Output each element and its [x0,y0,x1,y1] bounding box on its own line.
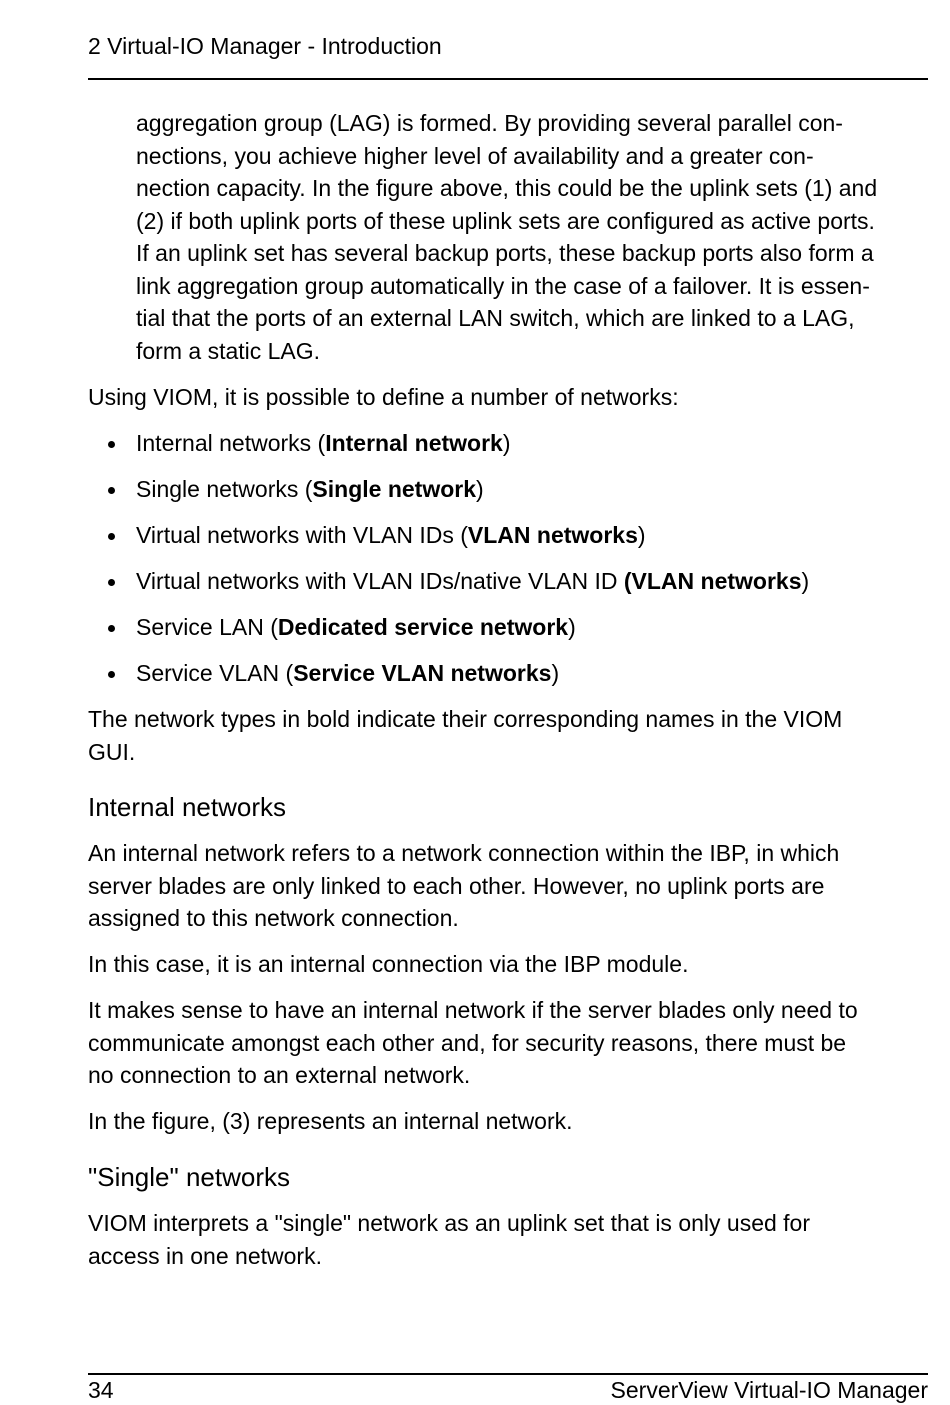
bullet-icon [108,533,115,540]
text-line: The network types in bold indicate their corresponding names in the VIOM [88,706,843,732]
bullet-icon [108,625,115,632]
list-item-text: Internal networks (Internal network) [136,430,511,456]
text-line: server blades are only linked to each other. However, no uplink ports are [88,872,825,899]
list-item [88,611,928,643]
list-item [88,427,928,459]
text-line: no connection to an external network. [88,1062,471,1088]
text-line: An internal network refers to a network connection within the IBP, in which [88,840,840,866]
section-heading-single: "Single" networks [88,1162,290,1192]
intro-paragraph [136,107,936,367]
bullet-icon [108,487,115,494]
page-header: 2 Virtual-IO Manager - Introduction [88,33,442,59]
internal-paragraph-1 [88,837,928,935]
text-line: It makes sense to have an internal network if the server blades only need to [88,997,858,1023]
list-item [88,565,928,597]
networks-intro-paragraph: Using VIOM, it is possible to define a number of networks: [88,384,679,410]
text-line: assigned to this network connection. [88,905,459,931]
list-item-text: Service LAN (Dedicated service network) [136,614,576,640]
page-number: 34 [88,1377,114,1403]
text-line: nection capacity. In the figure above, this could be the uplink sets (1) and [136,175,878,201]
internal-paragraph-2: In this case, it is an internal connection via the IBP module. [88,951,689,977]
text-line: (2) if both uplink ports of these uplink sets are configured as active ports. [136,207,875,234]
text-line: communicate amongst each other and, for security reasons, there must be [88,1029,847,1056]
bullet-icon [108,671,115,678]
list-item [88,657,928,689]
internal-paragraph-3 [88,994,928,1092]
list-item [88,519,928,551]
text-line: nections, you achieve higher level of availability and a greater con- [136,142,814,169]
list-item-text: Single networks (Single network) [136,476,484,502]
text-line: aggregation group (LAG) is formed. By providing several parallel con- [136,110,843,136]
header-divider [88,78,928,80]
list-item-text: Service VLAN (Service VLAN networks) [136,660,560,686]
section-heading-internal: Internal networks [88,792,286,822]
text-line: If an uplink set has several backup ports, these backup ports also form a [136,240,874,266]
bold-note-paragraph [88,703,928,768]
list-item-text: Virtual networks with VLAN IDs/native VLAN ID (VLAN networks) [136,568,810,594]
internal-paragraph-4: In the figure, (3) represents an internal network. [88,1108,573,1134]
list-item-text: Virtual networks with VLAN IDs (VLAN networks) [136,522,646,548]
text-line: link aggregation group automatically in the case of a failover. It is essen- [136,272,870,299]
text-line: GUI. [88,738,136,765]
footer-title: ServerView Virtual-IO Manager [610,1377,928,1403]
text-line: VIOM interprets a "single" network as an uplink set that is only used for [88,1210,811,1236]
bullet-icon [108,579,115,586]
bullet-icon [108,441,115,448]
text-line: access in one network. [88,1242,322,1269]
text-line: form a static LAG. [136,337,321,364]
single-paragraph-1 [88,1207,928,1272]
list-item [88,473,928,505]
text-line: tial that the ports of an external LAN switch, which are linked to a LAG, [136,305,855,331]
